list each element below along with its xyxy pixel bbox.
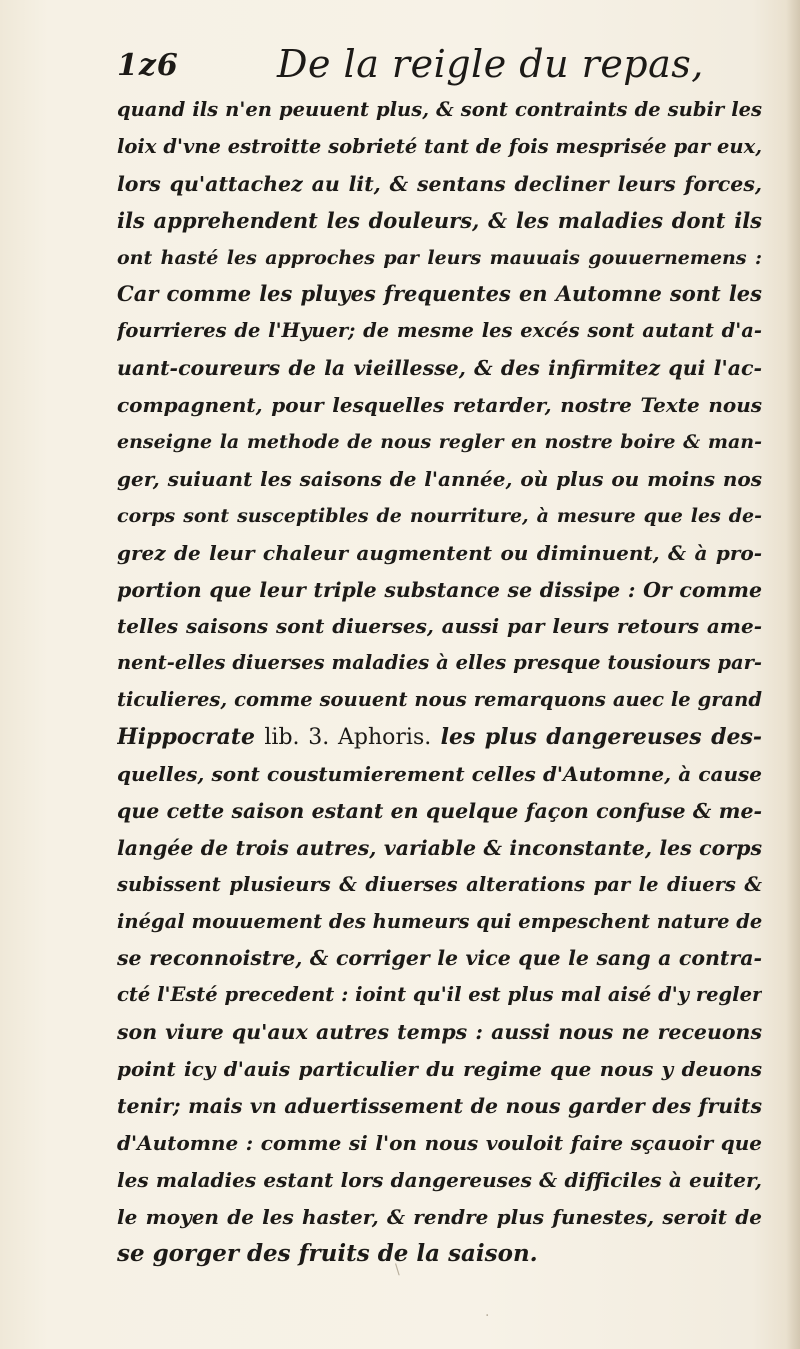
text-line: quand ils n'en peuuent plus, & sont contraints de subir les	[117, 98, 762, 121]
text-line: corps sont susceptibles de nourriture, à mesure que les de-	[117, 504, 762, 527]
text-line: cté l'Esté precedent : ioint qu'il est plus mal aisé d'y regler	[117, 983, 762, 1007]
text-line: uant-coureurs de la vieillesse, & des infirmitez qui l'ac-	[117, 356, 762, 381]
text-line: point icy d'auis particulier du regime que nous y deuons	[117, 1057, 762, 1082]
citation-reference: lib. 3. Aphoris.	[264, 725, 432, 751]
body-text	[117, 92, 762, 1273]
text-line: les maladies estant lors dangereuses & difficiles à euiter,	[117, 1167, 762, 1192]
text-line-citation	[117, 719, 762, 756]
text-line: se reconnoistre, & corriger le vice que le sang a contra-	[117, 946, 762, 971]
page-header	[117, 38, 717, 90]
text-line-final: se gorger des fruits de la saison.	[117, 1239, 538, 1267]
text-line: son viure qu'aux autres temps : aussi nous ne receuons	[117, 1020, 762, 1045]
text-line: tenir; mais vn aduertissement de nous garder des fruits	[117, 1094, 762, 1119]
text-line: ont hasté les approches par leurs mauuais gouuernemens :	[117, 246, 762, 269]
text-line: compagnent, pour lesquelles retarder, nostre Texte nous	[117, 393, 762, 418]
text-line: ils apprehendent les douleurs, & les maladies dont ils	[117, 207, 762, 233]
text-line: langée de trois autres, variable & inconstante, les corps	[117, 835, 762, 860]
text-line: enseigne la methode de nous regler en nostre boire & man-	[117, 431, 762, 454]
running-head: De la reigle du repas,	[277, 42, 704, 86]
text-line: inégal mouuement des humeurs qui empeschent nature de	[117, 909, 762, 933]
text-line: subissent plusieurs & diuerses alterations par le diuers &	[117, 872, 762, 896]
text-line: portion que leur triple substance se dissipe : Or comme	[117, 577, 762, 602]
text-line: lors qu'attachez au lit, & sentans decliner leurs forces,	[117, 171, 762, 196]
paper-blemish: \	[395, 1262, 400, 1278]
text-line: Car comme les pluyes frequentes en Automne sont les	[117, 281, 762, 307]
text-line: d'Automne : comme si l'on nous vouloit faire sçauoir que	[117, 1130, 762, 1155]
text-line: ger, suiuant les saisons de l'année, où plus ou moins nos	[117, 466, 762, 491]
page-edge-shadow	[786, 0, 800, 1349]
citation-author: Hippocrate	[117, 724, 265, 751]
text-line: nent-elles diuerses maladies à elles presque tousiours par-	[117, 651, 762, 675]
citation-continuation: les plus dangereuses des-	[431, 724, 762, 751]
text-line: grez de leur chaleur augmentent ou diminuent, & à pro-	[117, 540, 762, 565]
text-line: fourrieres de l'Hyuer; de mesme les excés sont autant d'a-	[117, 319, 762, 343]
text-line: que cette saison estant en quelque façon confuse & me-	[117, 798, 762, 823]
text-line: le moyen de les haster, & rendre plus funestes, seroit de	[117, 1204, 762, 1229]
text-line: loix d'vne estroitte sobrieté tant de fois mesprisée par eux,	[117, 134, 762, 158]
text-line: ticulieres, comme souuent nous remarquons auec le grand	[117, 688, 762, 712]
text-line: quelles, sont coustumierement celles d'Automne, à cause	[117, 762, 762, 787]
page-number: 1z6	[117, 48, 179, 83]
text-line: telles saisons sont diuerses, aussi par leurs retours ame-	[117, 614, 762, 639]
paper-blemish: ·	[485, 1308, 490, 1324]
